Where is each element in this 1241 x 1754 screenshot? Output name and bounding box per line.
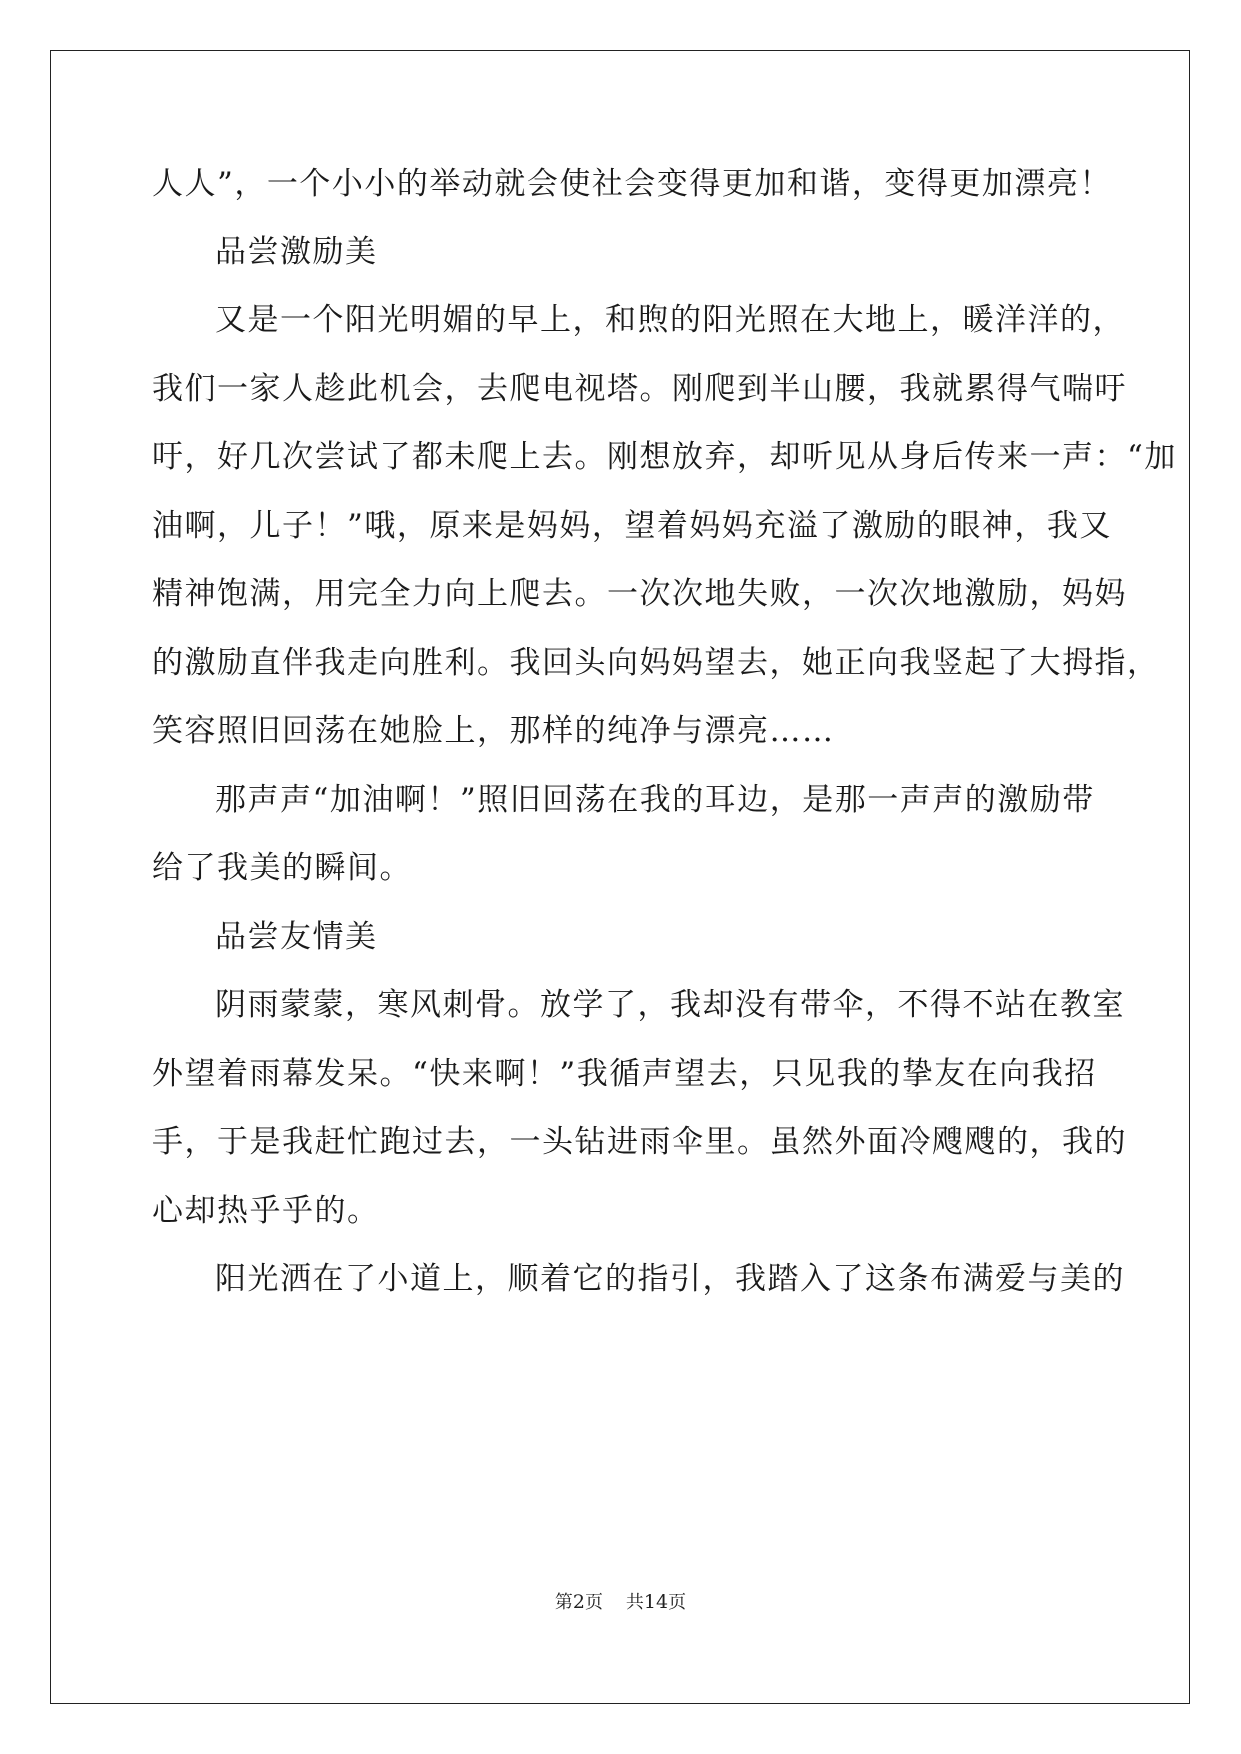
footer-prefix: 第	[554, 1592, 573, 1613]
text-line: 阳光洒在了小道上，顺着它的指引，我踏入了这条布满爱与美的	[215, 1261, 1125, 1297]
footer-total-suffix: 页	[668, 1592, 687, 1613]
page-number: 2	[572, 1591, 585, 1613]
section-heading: 品尝友情美	[215, 919, 378, 955]
text-line: 我们一家人趁此机会，去爬电视塔。刚爬到半山腰，我就累得气喘吁	[152, 371, 1127, 407]
text-line: 心却热乎乎的。	[152, 1193, 380, 1229]
text-line: 那声声“加油啊！”照旧回荡在我的耳边，是那一声声的激励带	[215, 782, 1095, 818]
footer-total-prefix: 共	[625, 1592, 644, 1613]
text-line: 手，于是我赶忙跑过去，一头钻进雨伞里。虽然外面冷飕飕的，我的	[152, 1124, 1127, 1160]
text-line: 的激励直伴我走向胜利。我回头向妈妈望去，她正向我竖起了大拇指，	[152, 645, 1160, 681]
text-line: 又是一个阳光明媚的早上，和煦的阳光照在大地上，暖洋洋的，	[215, 302, 1125, 338]
text-line: 吁，好几次尝试了都未爬上去。刚想放弃，却听见从身后传来一声：“加	[152, 439, 1177, 475]
footer-page-suffix: 页	[585, 1592, 603, 1613]
text-line: 给了我美的瞬间。	[152, 850, 412, 886]
total-pages: 14	[643, 1591, 669, 1613]
text-line: 外望着雨幕发呆。“快来啊！”我循声望去，只见我的挚友在向我招	[152, 1056, 1097, 1092]
text-line: 油啊，儿子！”哦，原来是妈妈，望着妈妈充溢了激励的眼神，我又	[152, 508, 1112, 544]
page-footer	[0, 1588, 1241, 1614]
text-line: 精神饱满，用完全力向上爬去。一次次地失败，一次次地激励，妈妈	[152, 576, 1127, 612]
text-line: 阴雨蒙蒙，寒风刺骨。放学了，我却没有带伞，不得不站在教室	[215, 987, 1125, 1023]
text-line: 人人”，一个小小的举动就会使社会变得更加和谐，变得更加漂亮！	[152, 166, 1112, 202]
text-line: 笑容照旧回荡在她脸上，那样的纯净与漂亮……	[152, 713, 835, 749]
section-heading: 品尝激励美	[215, 234, 378, 270]
